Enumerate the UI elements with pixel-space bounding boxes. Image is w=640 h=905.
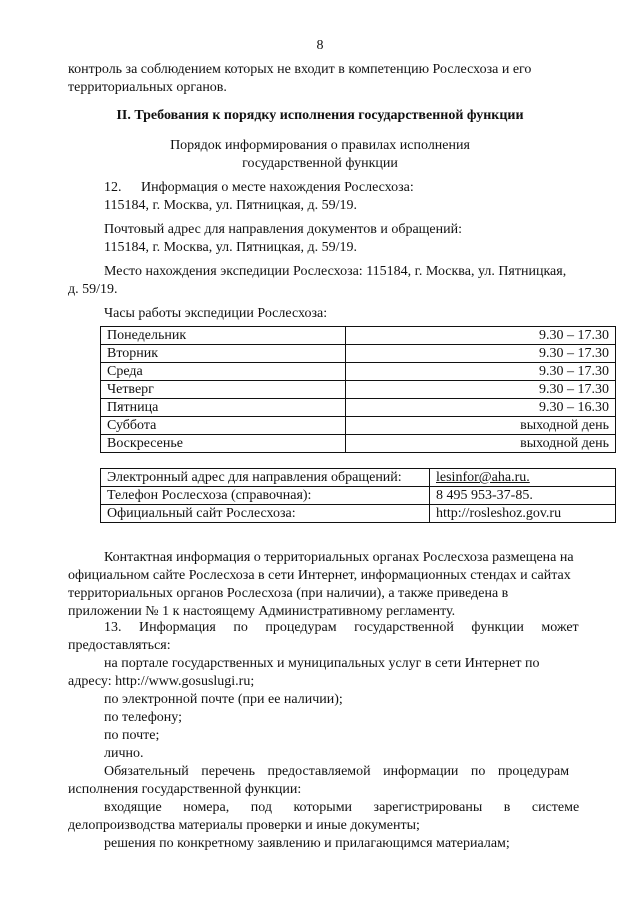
- hours-time: 9.30 – 17.30: [345, 363, 615, 381]
- hours-day: Понедельник: [101, 327, 346, 345]
- section-title: II. Требования к порядку исполнения государственной функции: [116, 108, 524, 123]
- contact-info-line-3: территориальных органов Рослесхоза (при наличии), а также приведена в: [68, 586, 509, 601]
- channel-mail: по почте;: [104, 728, 160, 743]
- hours-title: Часы работы экспедиции Рослесхоза:: [104, 306, 328, 321]
- hours-time: выходной день: [345, 417, 615, 435]
- table-row: [101, 363, 616, 381]
- hours-day: Вторник: [101, 345, 346, 363]
- table-row: [101, 399, 616, 417]
- table-row: [101, 469, 616, 487]
- table-row: [101, 487, 616, 505]
- subsection-title-line-1: Порядок информирования о правилах исполнения: [170, 138, 470, 153]
- contact-phone: 8 495 953-37-85.: [430, 487, 616, 505]
- page-number: 8: [316, 38, 324, 53]
- channel-phone: по телефону;: [104, 710, 182, 725]
- contact-label: Электронный адрес для направления обращений:: [101, 469, 430, 487]
- mandatory-line-2: исполнения государственной функции:: [68, 782, 302, 797]
- hours-day: Пятница: [101, 399, 346, 417]
- incoming-line-2: делопроизводства материалы проверки и иные документы;: [68, 818, 420, 833]
- table-row: [101, 327, 616, 345]
- intro-line-1: [68, 62, 614, 78]
- contacts-table: [100, 468, 616, 523]
- subsection-title-line-2: государственной функции: [242, 156, 398, 171]
- table-row: [101, 345, 616, 363]
- postal-heading: Почтовый адрес для направления документов и обращений:: [104, 222, 463, 237]
- channel-email: по электронной почте (при ее наличии);: [104, 692, 343, 707]
- incoming-line-1: входящие номера, под которыми зарегистрированы в системе: [104, 800, 580, 815]
- hours-day: Воскресенье: [101, 435, 346, 453]
- contact-label: Телефон Рослесхоза (справочная):: [101, 487, 430, 505]
- intro-text: контроль за соблюдением которых не входит в компетенцию Рослесхоза и его: [68, 62, 532, 77]
- hours-day: Четверг: [101, 381, 346, 399]
- contact-info-line-3-wrap: [68, 586, 614, 602]
- hours-time: 9.30 – 17.30: [345, 345, 615, 363]
- contact-info-line-4: приложении № 1 к настоящему Административному регламенту.: [68, 604, 456, 619]
- contact-email-link[interactable]: lesinfor@aha.ru.: [430, 469, 616, 487]
- hours-time: выходной день: [345, 435, 615, 453]
- postal-address: 115184, г. Москва, ул. Пятницкая, д. 59/19.: [104, 240, 358, 255]
- channel-personal: лично.: [104, 746, 144, 761]
- portal-line-2: адресу: http://www.gosuslugi.ru;: [68, 674, 255, 689]
- table-row: [101, 417, 616, 435]
- intro-line-2: территориальных органов.: [68, 80, 227, 95]
- expedition-line-1: Место нахождения экспедиции Рослесхоза: 115184, г. Москва, ул. Пятницкая,: [104, 264, 567, 279]
- item-12-number: 12.: [104, 180, 122, 195]
- item-13-line-2: предоставляться:: [68, 638, 171, 653]
- hours-day: Среда: [101, 363, 346, 381]
- expedition-line-2: д. 59/19.: [68, 282, 118, 297]
- mandatory-line-1: Обязательный перечень предоставляемой информации по процедурам: [104, 764, 570, 779]
- item-12-address: 115184, г. Москва, ул. Пятницкая, д. 59/19.: [104, 198, 358, 213]
- contact-info-line-2: официальном сайте Рослесхоза в сети Интернет, информационных стендах и сайтах: [68, 568, 571, 583]
- hours-time: 9.30 – 16.30: [345, 399, 615, 417]
- contact-website-link[interactable]: http://rosleshoz.gov.ru: [430, 505, 616, 523]
- contact-label: Официальный сайт Рослесхоза:: [101, 505, 430, 523]
- hours-day: Суббота: [101, 417, 346, 435]
- item-12-heading: Информация о месте нахождения Рослесхоза:: [141, 180, 414, 195]
- hours-time: 9.30 – 17.30: [345, 327, 615, 345]
- contact-info-line-1: Контактная информация о территориальных органах Рослесхоза размещена на: [104, 550, 574, 565]
- intro-line-1-text: [68, 62, 614, 78]
- table-row: [101, 381, 616, 399]
- hours-table: [100, 326, 616, 453]
- table-row: [101, 505, 616, 523]
- portal-line-1: на портале государственных и муниципальных услуг в сети Интернет по: [104, 656, 540, 671]
- item-13-line-1: 13. Информация по процедурам государственной функции может: [104, 620, 579, 635]
- decisions-line: решения по конкретному заявлению и прилагающимся материалам;: [104, 836, 510, 851]
- hours-time: 9.30 – 17.30: [345, 381, 615, 399]
- table-row: [101, 435, 616, 453]
